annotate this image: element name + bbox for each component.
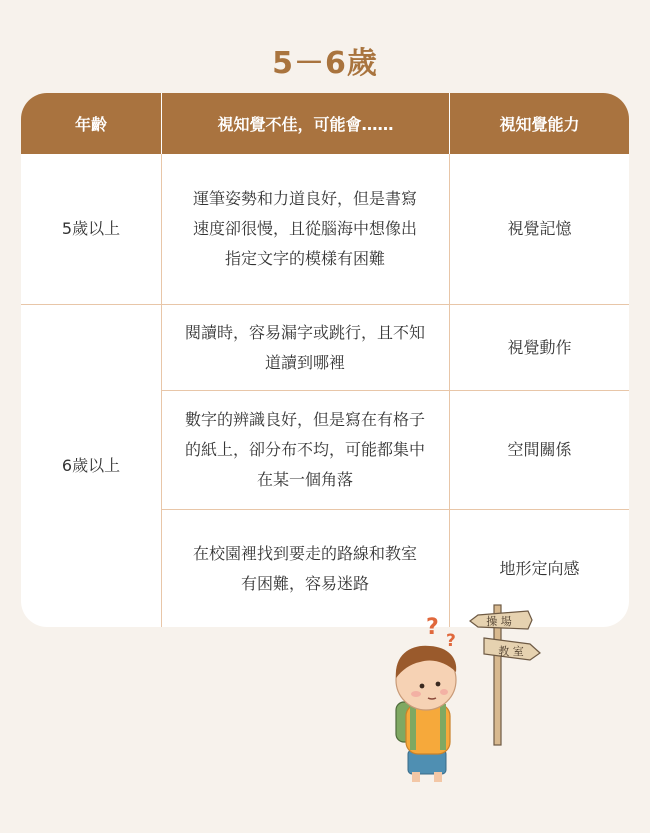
sign-top-label: 操 場 <box>486 615 512 628</box>
backpack-strap <box>440 704 446 750</box>
description-cell: 數字的辨識良好，但是寫在有格子的紙上，卻分布不均，可能都集中在某一個角落 <box>184 410 425 489</box>
eye <box>420 684 425 689</box>
age-cell: 6歲以上 <box>61 456 121 475</box>
page-title: 5－6歲 <box>272 46 378 81</box>
header-age: 年齡 <box>74 115 107 134</box>
question-mark-icon: ? <box>426 615 439 640</box>
cheek <box>440 689 448 695</box>
cheek <box>411 691 421 697</box>
ability-cell: 視覺記憶 <box>507 219 572 238</box>
description-cell: 運筆姿勢和力道良好，但是書寫速度卻很慢，且從腦海中想像出指定文字的模樣有困難 <box>192 189 417 268</box>
ability-cell: 視覺動作 <box>507 337 572 357</box>
ability-cell: 地形定向感 <box>499 558 580 578</box>
description-cell: 在校園裡找到要走的路線和教室有困難，容易迷路 <box>192 543 417 593</box>
eye <box>436 682 441 687</box>
age-cell: 5歲以上 <box>61 219 121 238</box>
backpack-strap <box>410 704 416 750</box>
sign-bottom-label: 教 室 <box>498 645 524 658</box>
ability-cell: 空間關係 <box>507 440 572 459</box>
lost-child-illustration <box>380 600 550 790</box>
description-cell: 閱讀時，容易漏字或跳行，且不知道讀到哪裡 <box>184 322 425 372</box>
table-header <box>21 93 629 154</box>
header-symptoms: 視知覺不佳，可能會…… <box>217 115 394 134</box>
vision-perception-table <box>21 93 629 627</box>
header-ability: 視知覺能力 <box>499 115 580 134</box>
leg <box>434 772 442 782</box>
leg <box>412 772 420 782</box>
question-mark-icon: ? <box>446 631 456 651</box>
